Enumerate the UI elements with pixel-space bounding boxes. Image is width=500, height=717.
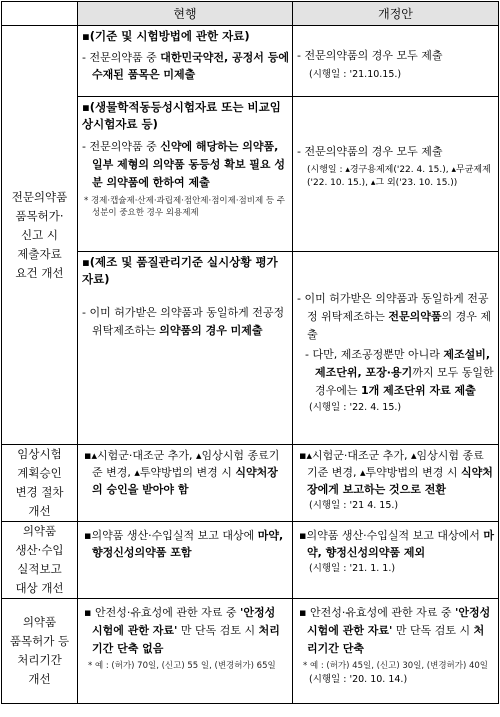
effective-date: (시행일 : '21 4. 15.) [309, 500, 399, 511]
current-text: - 전문의약품 중 신약에 해당하는 의약품, 일부 제형의 의약품 동등성 확보 필요 성분 의약품에 한하여 제출 [82, 140, 285, 189]
header-blank [2, 2, 78, 26]
section-title: ▪(생물학적동등성시험자료 또는 비교임상시험자료 등) [82, 100, 281, 131]
table-row-3 [2, 522, 499, 599]
current-text: ▪▴시험군·대조군 추가, ▴임상시험 종료기준 변경, ▴투약방법의 변경 시 식약처장의 승인을 받아야 함 [84, 449, 280, 496]
revised-text: ▪▴시험군·대조군 추가, ▴임상시험 종료기준 변경, ▴투약방법의 변경 시 식약처장에게 보고하는 것으로 전환 [299, 449, 493, 496]
revised-cell-1c [293, 252, 499, 445]
section-title: ▪(제조 및 품질관리기준 실시상황 평가자료) [82, 255, 278, 286]
revised-text: ▪의약품 생산·수입실적 보고 대상에서 마약, 향정신성의약품 제외 [299, 529, 494, 559]
revised-cell-2 [293, 445, 499, 522]
current-text: ▪ 안전성·유효성에 관한 자료 중 '안정성 시험에 관한 자료' 만 단독 검토 시 처리기간 단축 없음 [84, 606, 280, 655]
effective-date: (시행일 : ▴경구용제제('22. 4. 15.), ▴무균제제('22. 10. 15.), ▴그 외('23. 10. 15.)) [307, 165, 491, 188]
current-text: ▪의약품 생산·수입실적 보고 대상에 마약, 향정신성의약품 포함 [84, 529, 284, 559]
footnote: * 예 : (허가) 45일, (신고) 30일, (변경허가) 40일 [303, 661, 489, 671]
effective-date: (시행일 : '21. 1. 1.) [309, 563, 396, 574]
revised-cell-1a [293, 26, 499, 97]
table-row-4 [2, 599, 499, 704]
revised-text: - 전문의약품의 경우 모두 제출 [297, 49, 443, 62]
footnote: * 예 : (허가) 70일, (신고) 55 일, (변경허가) 65일 [88, 661, 276, 671]
revised-text: ▪ 안전성·유효성에 관한 자료 중 '안정성 시험에 관한 자료' 만 단독 검토 시 처리기간 단축 [299, 606, 491, 655]
effective-date: (시행일 : '22. 4. 15.) [309, 402, 402, 413]
table-row-2 [2, 445, 499, 522]
current-cell-4 [78, 599, 293, 704]
current-cell-1c [78, 252, 293, 445]
effective-date: (시행일 : '21.10.15.) [309, 69, 402, 80]
effective-date: (시행일 : '20. 10. 14.) [309, 674, 408, 685]
header-current: 현행 [78, 2, 293, 26]
revised-text: - 이미 허가받은 의약품과 동일하게 전공정 위탁제조하는 전문의약품의 경우 제출 [297, 292, 492, 341]
revised-text: - 전문의약품의 경우 모두 제출 [297, 145, 443, 158]
category-cell: 의약품 생산·수입 실적보고 대상 개선 [2, 522, 78, 599]
category-cell: 의약품 품목허가 등 처리기간 개선 [2, 599, 78, 704]
current-cell-2 [78, 445, 293, 522]
current-text: - 전문의약품 중 대한민국약전, 공정서 등에 수재된 품목은 미제출 [82, 51, 289, 81]
current-cell-1a [78, 26, 293, 97]
category-cell: 전문의약품 품목허가· 신고 시 제출자료 요건 개선 [2, 26, 78, 445]
revised-text-2: - 다만, 제조공정뿐만 아니라 제조설비, 제조단위, 포장·용기까지 모두 동일한 경우에는 1개 제조단위 자료 제출 [305, 348, 494, 397]
revised-cell-3 [293, 522, 499, 599]
footnote: * 경제·캡슐제·산제·과립제·점안제·점이제·점비제 등 주성분이 중요한 경우 외용제제 [84, 196, 286, 218]
current-text: - 이미 허가받은 의약품과 동일하게 전공정 위탁제조하는 의약품의 경우 미제출 [82, 306, 285, 337]
category-cell: 임상시험 계획승인 변경 절차 개선 [2, 445, 78, 522]
revised-cell-1b [293, 97, 499, 252]
header-row [2, 2, 499, 26]
current-cell-3 [78, 522, 293, 599]
current-cell-1b [78, 97, 293, 252]
comparison-table [1, 1, 499, 704]
revised-cell-4 [293, 599, 499, 704]
header-revised: 개정안 [293, 2, 499, 26]
table-row-1 [2, 26, 499, 97]
section-title: ▪(기준 및 시험방법에 관한 자료) [82, 29, 250, 43]
